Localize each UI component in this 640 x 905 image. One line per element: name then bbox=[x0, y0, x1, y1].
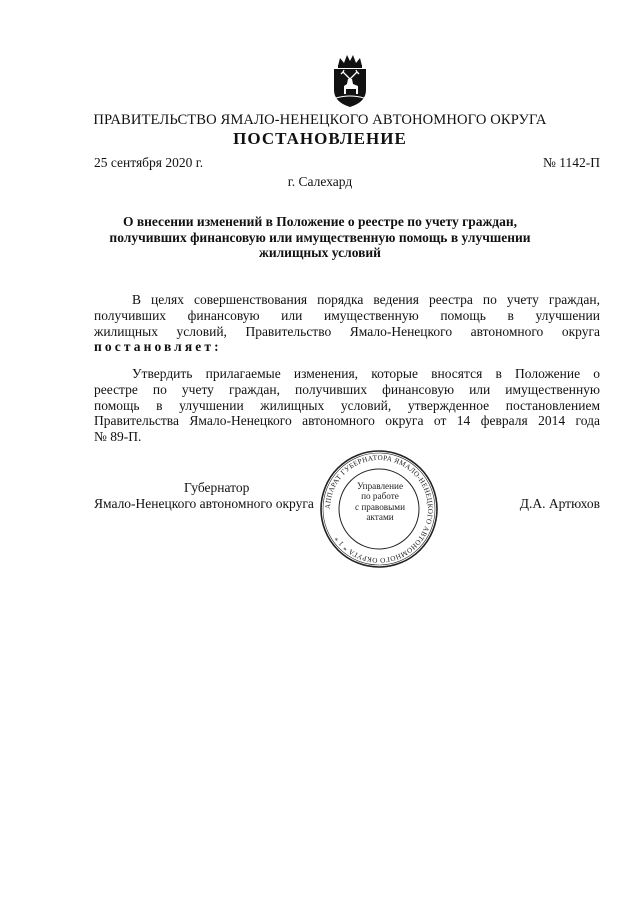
paragraph-line: Утвердить прилагаемые изменения, которые вносятся в Положение о bbox=[132, 366, 600, 381]
signatory-title: Губернатор bbox=[184, 480, 250, 495]
signatory-name: Д.А. Артюхов bbox=[519, 496, 600, 511]
body-paragraph-1 bbox=[94, 292, 600, 355]
stamp-ring-text: АППАРАТ ГУБЕРНАТОРА ЯМАЛО-НЕНЕЦКОГО АВТОНОМНОГО ОКРУГА * 1 * bbox=[323, 453, 435, 565]
document-type-title: ПОСТАНОВЛЕНИЕ bbox=[233, 129, 407, 148]
paragraph-line: № 89-П. bbox=[94, 429, 142, 445]
subject-line: О внесении изменений в Положение о реестре по учету граждан, bbox=[122, 214, 518, 229]
document-city: г. Салехард bbox=[287, 174, 353, 189]
document-subject bbox=[100, 214, 540, 261]
subject-line: получивших финансовую или имущественную помощь в улучшении bbox=[109, 229, 531, 245]
paragraph-line: получивших финансовую или имущественную помощь в улучшении bbox=[94, 307, 600, 323]
paragraph-line: жилищных условий, Правительство Ямало-Ненецкого автономного округа bbox=[94, 323, 600, 339]
stamp-line: с правовыми bbox=[354, 501, 406, 512]
document-date: 25 сентября 2020 г. bbox=[94, 155, 204, 170]
paragraph-line: В целях совершенствования порядка ведения реестра по учету граждан, bbox=[132, 292, 600, 307]
paragraph-line: помощь в улучшении жилищных условий, утвержденное постановлением bbox=[94, 397, 600, 413]
yamal-coat-of-arms-icon bbox=[328, 52, 372, 108]
paragraph-line: реестре по учету граждан, получивших финансовую или имущественную bbox=[94, 381, 600, 397]
subject-line: жилищных условий bbox=[259, 245, 381, 261]
organization-title: ПРАВИТЕЛЬСТВО ЯМАЛО-НЕНЕЦКОГО АВТОНОМНОГО ОКРУГА bbox=[93, 112, 547, 128]
body-paragraph-2 bbox=[94, 366, 600, 445]
signatory-organization: Ямало-Ненецкого автономного округа bbox=[94, 496, 314, 511]
document-number: № 1142-П bbox=[543, 155, 600, 170]
stamp-center-text bbox=[340, 481, 420, 523]
paragraph-line: Правительства Ямало-Ненецкого автономного округа от 14 февраля 2014 года bbox=[94, 413, 600, 429]
action-word: постановляет: bbox=[94, 339, 222, 355]
stamp-line: актами bbox=[366, 512, 394, 523]
stamp-line: Управление bbox=[356, 481, 404, 491]
stamp-line: по работе bbox=[361, 491, 399, 502]
